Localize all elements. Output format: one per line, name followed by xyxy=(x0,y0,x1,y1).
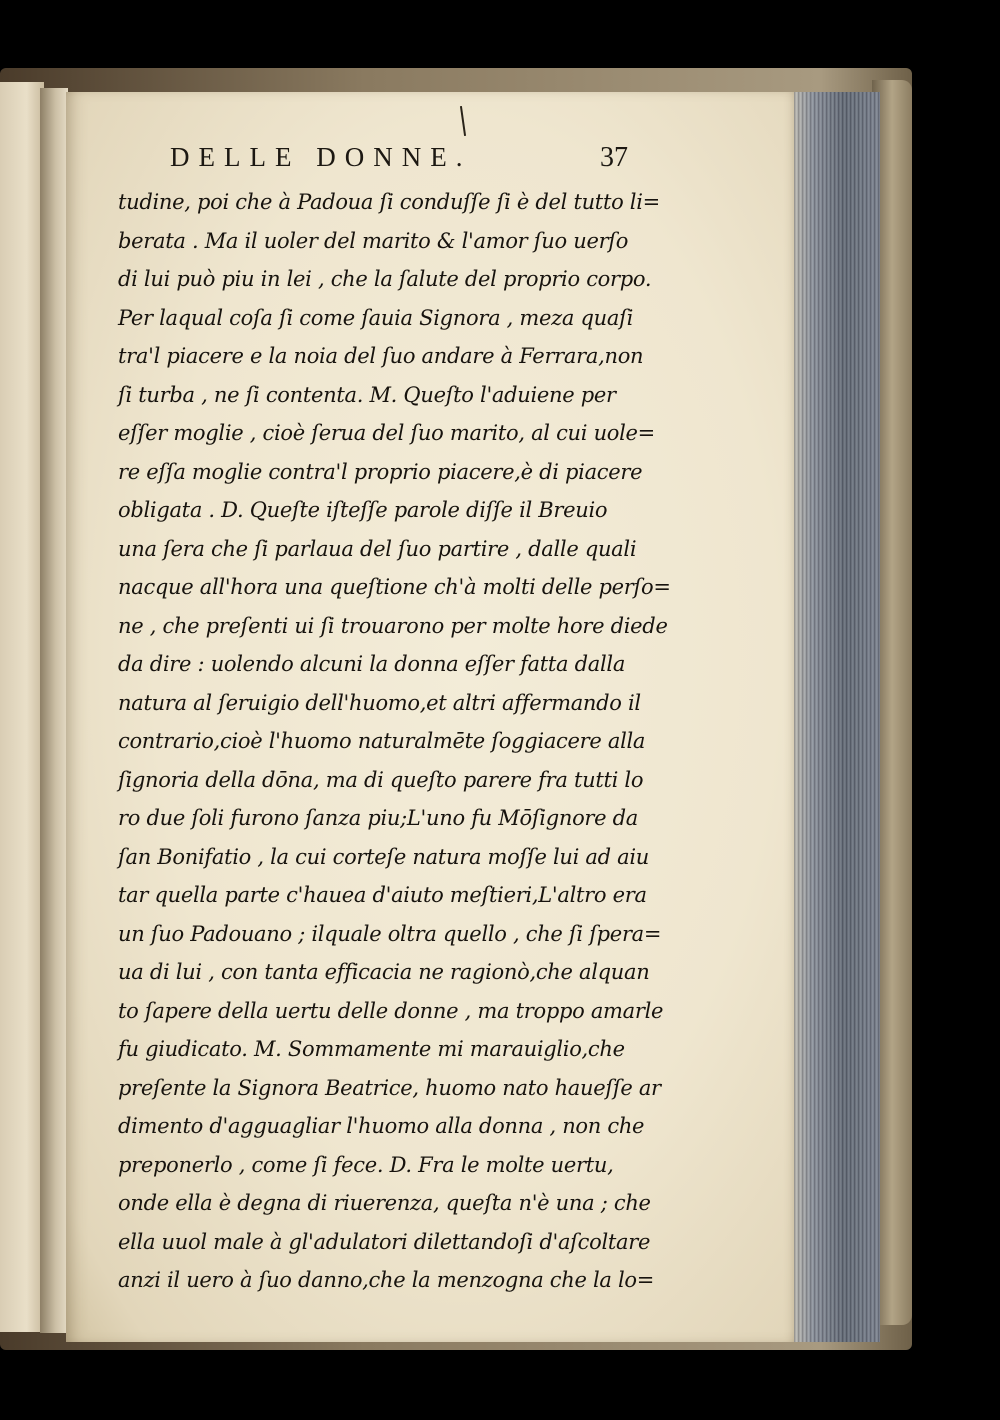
text-line: ne , che preſenti ui ſi trouarono per molte hore diede xyxy=(118,613,668,638)
text-line: preponerlo , come ſi fece. D. Fra le molte uertu, xyxy=(118,1152,614,1177)
text-line: obligata . D. Queſte iſteſſe parole diſſe il Breuio xyxy=(118,498,608,522)
text-line: to ſapere della uertu delle donne , ma troppo amarle xyxy=(118,998,664,1023)
text-line: tar quella parte c'haueа d'aiuto meſtieri,L'altro era xyxy=(118,883,647,907)
running-head: DELLE DONNE. xyxy=(170,142,472,172)
text-line: natura al ſeruigio dell'huomo,et altri affermando il xyxy=(118,690,641,715)
text-line: contrario,cioè l'huomo naturalmēte ſoggiacere alla xyxy=(118,729,646,753)
text-line: nacque all'hora una queſtione ch'à molti delle perſo= xyxy=(118,575,671,599)
text-line: tudine, poi che à Padoua ſi conduſſe ſi è del tutto li= xyxy=(118,190,660,214)
text-line: ſi turba , ne ſi contenta. M. Queſto l'aduiene per xyxy=(118,382,616,407)
page-stack-edge xyxy=(790,92,880,1342)
text-line: ua di lui , con tanta efficacia ne ragionò,che alquan xyxy=(118,960,650,984)
text-line: preſente la Signora Beatrice, huomo nato haueſſe ar xyxy=(118,1075,661,1100)
text-line: tra'l piacere e la noia del ſuo andare à Ferrara,non xyxy=(118,344,644,368)
text-line: berata . Ma il uoler del marito & l'amor ſuo uerſo xyxy=(118,228,629,253)
text-line: dimento d'agguagliar l'huomo alla donna , non che xyxy=(118,1114,645,1138)
text-line: ella uuol male à gl'adulatori dilettandoſi d'aſcoltare xyxy=(118,1229,651,1254)
text-line: eſſer moglie , cioè ſerua del ſuo marito, al cui uole= xyxy=(118,421,655,445)
text-line: fu giudicato. M. Sommamente mi marauiglio,che xyxy=(118,1037,625,1061)
page-number: 37 xyxy=(600,142,628,173)
text-line: da dire : uolendo alcuni la donna eſſer fatta dalla xyxy=(118,652,626,676)
text-line: onde ella è degna di riuerenza, queſta n'è una ; che xyxy=(118,1191,651,1215)
left-page-edge xyxy=(0,82,44,1332)
text-line: ro due ſoli furono ſanza piu;L'uno fu Mōſignore da xyxy=(118,806,639,830)
text-line: ſan Bonifatio , la cui corteſe natura moſſe lui ad aiu xyxy=(118,844,649,869)
text-line: di lui può piu in lei , che la ſalute del proprio corpo. xyxy=(118,267,652,291)
book-gutter xyxy=(40,88,68,1333)
text-line: una ſera che ſi parlaua del ſuo partire , dalle quali xyxy=(118,536,637,561)
text-line: Per laqual coſa ſi come ſauia Signora , meza quaſi xyxy=(118,305,634,330)
text-block xyxy=(118,183,671,1300)
page-header xyxy=(170,142,640,182)
text-line: re eſſa moglie contra'l proprio piacere,è di piacere xyxy=(118,459,643,484)
text-line: anzi il uero à ſuo danno,che la menzogna che la lo= xyxy=(118,1268,655,1292)
text-line: ſignoria della dōna, ma di queſto parere fra tutti lo xyxy=(118,767,644,792)
text-line: un ſuo Padouano ; ilquale oltra quello , che ſi ſpera= xyxy=(118,921,662,946)
